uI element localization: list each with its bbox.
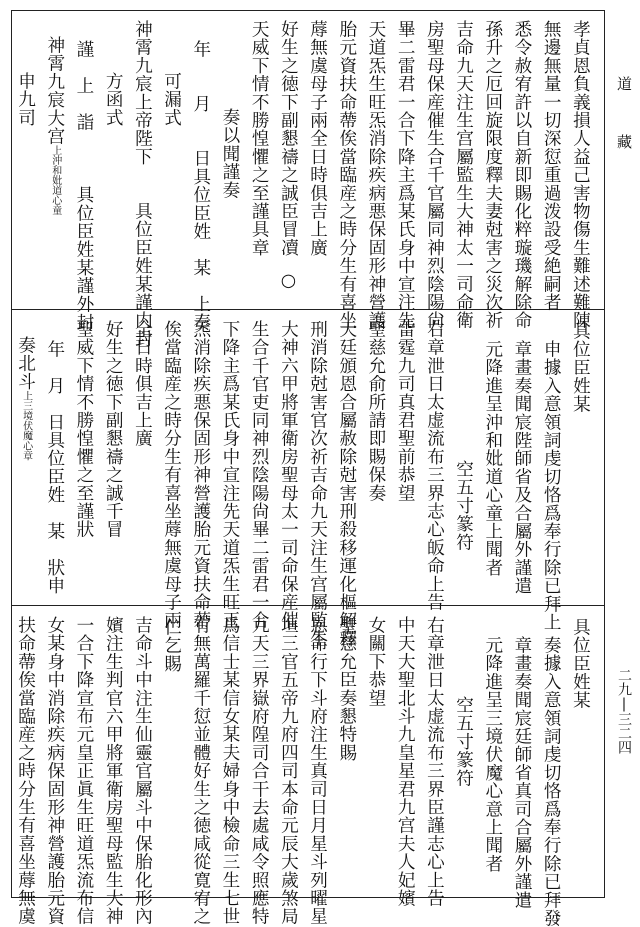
annotation-text: 道心童	[49, 185, 61, 216]
column-text: 生合千官吏同神烈陰陽尙畢二雷君一合	[249, 320, 270, 630]
text-column	[133, 320, 151, 447]
text-column	[250, 616, 268, 925]
annotation-text: 上沖和妣	[49, 145, 61, 186]
circle-mark: ○	[278, 270, 299, 292]
column-text: 申九司	[15, 72, 36, 127]
column-text: 下降主爲某氏身中宣注先天道炁生旺正	[219, 320, 240, 630]
column-text: 全日時俱吉上廣	[132, 320, 153, 448]
text-column	[571, 20, 589, 329]
column-text: 申據入意領詞虔切恪爲奉行除已拜上	[541, 340, 562, 632]
text-column	[542, 636, 560, 927]
column-text: 右章泄日太虚流布三界臣謹志心上告	[424, 616, 445, 908]
column-text: 蓐無虞母子兩全日時俱吉上廣	[307, 20, 328, 257]
text-column	[571, 618, 589, 709]
text-column	[483, 636, 501, 873]
column-text: 無邊無量一切深愆重過泼設受絶嗣者	[541, 20, 562, 312]
text-column	[133, 616, 151, 925]
column-text: 爲信士某信女某夫婦身中檢命三生七世	[219, 616, 240, 926]
column-text: 奏以聞謹奏	[219, 108, 240, 199]
text-column	[337, 616, 355, 762]
text-column	[104, 320, 122, 538]
column-text: 孝貞恩負義損人益己害物傷生難述難陳	[570, 20, 591, 330]
column-text: 一合下降宣布元皇正眞生旺道炁流布信	[73, 616, 94, 926]
text-column	[104, 616, 122, 925]
column-text: 大神六甲將軍衛房聖母太一司命保産催	[278, 320, 299, 630]
text-column	[366, 616, 384, 707]
side-title: 道 藏	[615, 76, 633, 163]
column-text: 女關下恭望	[365, 616, 386, 707]
text-column	[162, 618, 180, 673]
column-text: 好生之徳下副懇禱之誠臣冒凟	[278, 20, 299, 257]
column-text: 女某身中消除疾病保固形神營護胎元資	[44, 616, 65, 926]
text-column	[571, 322, 589, 413]
column-text: 悉令赦宥許以自新即賜化粹璇璣解除命	[511, 20, 532, 330]
text-column	[337, 20, 355, 329]
column-text: 好生之徳下副懇禱之誠千冒	[103, 320, 124, 539]
text-column	[220, 320, 238, 629]
column-text: 吉命斗中注生仙靈官屬斗中保胎化形內	[132, 616, 153, 926]
text-column	[396, 616, 414, 907]
column-text: 畢二雷君一合下降主爲某氏身中宣注先	[395, 20, 416, 330]
text-column	[45, 616, 63, 925]
text-column	[454, 460, 472, 551]
text-column	[45, 340, 63, 595]
text-column	[454, 696, 472, 787]
text-column	[279, 320, 297, 629]
column-text: 嬪注生判官六甲將軍衛房聖母監生大神	[103, 616, 124, 926]
column-text: 刑消除尅害官次祈吉命九天注生宫屬監生	[307, 320, 328, 648]
text-column	[45, 36, 63, 215]
text-column	[425, 320, 443, 611]
column-text: 可漏式	[161, 72, 182, 127]
column-text: 元降進呈三境伏魔心意上聞者	[482, 636, 503, 873]
column-text: 章畫奏聞宸廷師省真司合屬外謹遣	[511, 636, 532, 909]
column-text: 九天三界嶽府隍司合干去處咸令照應特	[249, 616, 270, 926]
text-column	[337, 320, 355, 648]
column-text: 仁乞賜	[161, 618, 182, 673]
text-column	[454, 20, 472, 329]
column-text: 右章泄日太虚流布三界志心皈命上告	[424, 320, 445, 612]
column-text: 胎元資扶命蔕俟當臨産之時分生有喜坐	[336, 20, 357, 330]
column-text: 年 月 日具位臣姓 某 上奏	[190, 40, 211, 332]
text-column	[279, 616, 297, 925]
column-text: 奏北斗	[15, 336, 36, 391]
text-column	[396, 20, 414, 329]
text-column	[308, 320, 326, 648]
text-column	[483, 20, 501, 329]
text-column	[74, 616, 92, 925]
column-text: 吉命九天注生宫屬監生大神太一司命衛	[453, 20, 474, 330]
column-text: 孫升之厄回旋限度釋夫妻尅害之災次祈	[482, 20, 503, 330]
text-column	[16, 72, 34, 127]
column-text: 俟當臨産之時分生有喜坐蓐無虞母子兩	[161, 320, 182, 630]
column-text: 中天大聖北斗九皇星君九宫夫人妃嬪	[395, 616, 416, 908]
text-column	[512, 636, 530, 909]
text-column	[542, 20, 560, 311]
column-text: 元降進呈沖和妣道心童上聞者	[482, 340, 503, 577]
text-column	[191, 40, 209, 331]
text-column	[74, 40, 92, 331]
text-column	[512, 340, 530, 595]
text-column	[133, 20, 151, 348]
column-text: 聖威下情不勝惶懼之至謹狀	[73, 320, 94, 539]
text-column	[162, 72, 180, 127]
column-text: 恩命行下斗府注生真司日月星斗列曜星	[307, 616, 328, 926]
column-text: 具位臣姓某	[570, 618, 591, 709]
text-column	[366, 320, 384, 502]
text-column	[162, 320, 180, 629]
column-text: 具位臣姓某	[570, 322, 591, 413]
text-column	[250, 320, 268, 629]
text-column	[483, 340, 501, 577]
text-column	[279, 20, 297, 291]
column-text: 奏據入意領詞虔切恪爲奉行除已拜發	[541, 636, 562, 927]
column-text: 章畫奏聞宸陛師省及合屬外謹遣	[511, 340, 532, 595]
text-column	[220, 616, 238, 925]
column-text: 炁消除疾悪保固形神營護胎元資扶命蔕	[190, 320, 211, 630]
text-column	[425, 616, 443, 907]
text-column	[16, 336, 34, 461]
text-column	[425, 20, 443, 329]
text-column	[308, 20, 326, 257]
text-column	[220, 108, 238, 199]
column-text: 天廷頒恩合屬赦除尅害刑殺移運化樞解釋	[336, 320, 357, 648]
column-text: 神霄九宸上帝陛下 具位臣姓某謹内封	[132, 20, 153, 348]
column-text: 垣三官五帝九府四司本命元辰大歲煞局	[278, 616, 299, 926]
column-text: 天道炁生旺炁消除疾病悪保固形神營護	[365, 20, 386, 330]
text-column	[366, 20, 384, 329]
text-column	[396, 320, 414, 502]
column-text: 扶命蔕俟當臨産之時分生有喜坐蓐無虞	[15, 616, 36, 926]
column-text: 天威下情不勝惶懼之至謹具章	[249, 20, 270, 257]
text-column	[250, 20, 268, 257]
annotation-text: 魔心章	[20, 430, 32, 461]
column-text: 年 月 日具位臣姓 某 狀申	[44, 340, 65, 595]
annotation-text: 上三境伏	[20, 390, 32, 431]
column-text: 空五寸篆符	[453, 460, 474, 551]
text-column	[512, 20, 530, 329]
text-column	[16, 616, 34, 925]
text-column	[542, 340, 560, 631]
text-column	[74, 320, 92, 538]
page-number: 二九|三二四	[616, 668, 632, 754]
column-text: 聖慈允臣奏懇特賜	[336, 616, 357, 762]
column-text: 房聖母保産催生合千官屬同神烈陰陽尙	[424, 20, 445, 330]
column-text: 聖慈允俞所請即賜保奏	[365, 320, 386, 502]
text-column	[308, 616, 326, 925]
column-text: 方函式	[103, 72, 124, 127]
column-text: 謹 上 詣 具位臣姓某謹外封	[73, 40, 94, 332]
column-text: 有無萬羅千愆並體好生之徳咸從寛宥之	[190, 616, 211, 926]
text-column	[191, 616, 209, 925]
column-text: 雷霆九司真君聖前恭望	[395, 320, 416, 502]
column-text: 神霄九宸大宫	[44, 36, 65, 146]
text-column	[104, 72, 122, 127]
text-column	[191, 320, 209, 629]
column-text: 空五寸篆符	[453, 696, 474, 787]
